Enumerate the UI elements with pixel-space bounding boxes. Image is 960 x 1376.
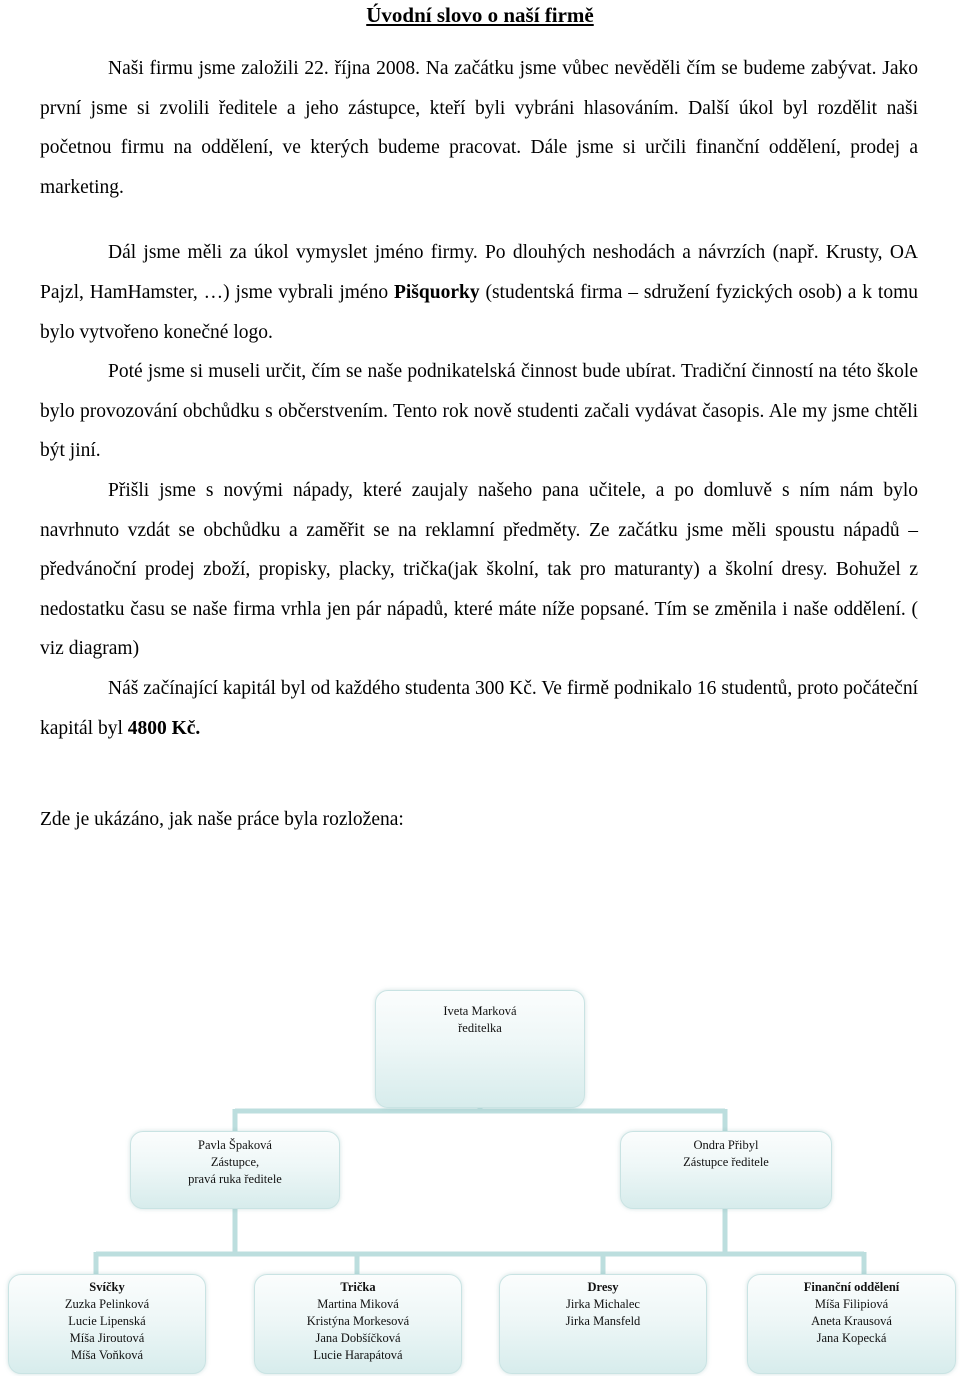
dept-tshirts-title: Trička xyxy=(340,1280,376,1294)
org-box-director xyxy=(375,990,585,1108)
org-chart xyxy=(0,980,960,1376)
dept-member: Lucie Lipenská xyxy=(68,1314,146,1328)
dept-member: Míša Jiroutová xyxy=(69,1331,145,1345)
org-box-dept-finance xyxy=(747,1274,956,1374)
org-box-dept-tshirts xyxy=(254,1274,462,1374)
dept-member: Aneta Krausová xyxy=(811,1314,892,1328)
dept-candles-title: Svíčky xyxy=(89,1280,125,1294)
org-box-deputy-right xyxy=(620,1131,832,1209)
company-name: Pišquorky xyxy=(393,281,480,303)
dept-member: Jirka Mansfeld xyxy=(565,1314,641,1328)
dept-member: Kristýna Morkesová xyxy=(306,1314,410,1328)
dept-jerseys-title: Dresy xyxy=(587,1280,619,1294)
dept-member: Lucie Harapátová xyxy=(313,1348,403,1362)
org-box-deputy-left xyxy=(130,1131,340,1209)
paragraph-founding: Naši firmu jsme založili 22. října 2008. Na začátku jsme vůbec nevěděli čím se budeme zabývat. Jako první jsme si zvolili ředitele a jeho zástupce, kteří byli vybráni hlasováním. Další úkol byl rozdělit naši početnou firmu na oddělení, ve kterých budeme pracovat. Dále jsme si určili finanční oddělení, prodej a marketing. xyxy=(40,58,918,198)
dept-finance-title: Finanční oddělení xyxy=(803,1280,900,1294)
dept-member: Míša Voňková xyxy=(70,1348,144,1362)
paragraph-capital-text: Náš začínající kapitál byl od každého studenta 300 Kč. Ve firmě podnikalo 16 studentů, proto počáteční kapitál byl xyxy=(40,677,918,739)
dept-member: Zuzka Pelinková xyxy=(64,1297,150,1311)
director-role: ředitelka xyxy=(458,1021,502,1035)
dept-member: Jana Dobšíčková xyxy=(315,1331,401,1345)
dept-member: Jana Kopecká xyxy=(816,1331,887,1345)
paragraph-name-text: Dál jsme měli za úkol vymyslet jméno firmy. Po dlouhých neshodách a návrzích (např. Krusty, OA Pajzl, HamHamster, …) jsme vybrali jméno xyxy=(40,242,918,303)
dept-member: Jirka Michalec xyxy=(566,1297,640,1311)
deputy-left-name: Pavla Špaková xyxy=(198,1138,272,1152)
deputy-right-name: Ondra Přibyl xyxy=(693,1138,759,1152)
diagram-intro: Zde je ukázáno, jak naše práce byla rozložena: xyxy=(40,809,404,830)
capital-amount: 4800 Kč. xyxy=(127,717,201,739)
org-box-dept-jerseys xyxy=(499,1274,707,1374)
paragraph-ideas: Přišli jsme s novými nápady, které zaujaly našeho pana učitele, a po domluvě s ním nám bylo navrhnuto vzdát se obchůdku a zaměřit se na reklamní předměty. Ze začátku jsme měli spoustu nápadů – předvánoční prodej zboží, propisky, placky, trička(jak školní, tak pro maturanty) a školní dresy. Bohužel z nedostatku času se naše firma vrhla jen pár nápadů, které máte níže popsané. Tím se změnila i naše oddělení. ( viz diagram) xyxy=(40,479,918,660)
dept-member: Míša Filipiová xyxy=(814,1297,889,1311)
deputy-right-role: Zástupce ředitele xyxy=(683,1155,769,1169)
paragraph-name xyxy=(40,233,918,352)
paragraph-activity: Poté jsme si museli určit, čím se naše podnikatelská činnost bude ubírat. Tradiční činností na této škole bylo provozování obchůdku s občerstvením. Tento rok nově studenti začali vydávat časopis. Ale my jsme chtěli být jiní. xyxy=(40,361,918,462)
dept-member: Martina Miková xyxy=(317,1297,399,1311)
org-box-dept-candles xyxy=(8,1274,206,1374)
paragraph-name-text-end: (studentská firma – sdružení fyzických osob) a k tomu bylo vytvořeno konečné logo. xyxy=(40,281,918,343)
page-title: Úvodní slovo o naší firmě xyxy=(366,3,594,27)
paragraph-capital xyxy=(40,669,918,748)
body-text xyxy=(40,49,918,748)
deputy-left-role-detail: pravá ruka ředitele xyxy=(188,1172,282,1186)
director-name: Iveta Marková xyxy=(443,1004,517,1018)
deputy-left-role: Zástupce, xyxy=(210,1155,260,1169)
